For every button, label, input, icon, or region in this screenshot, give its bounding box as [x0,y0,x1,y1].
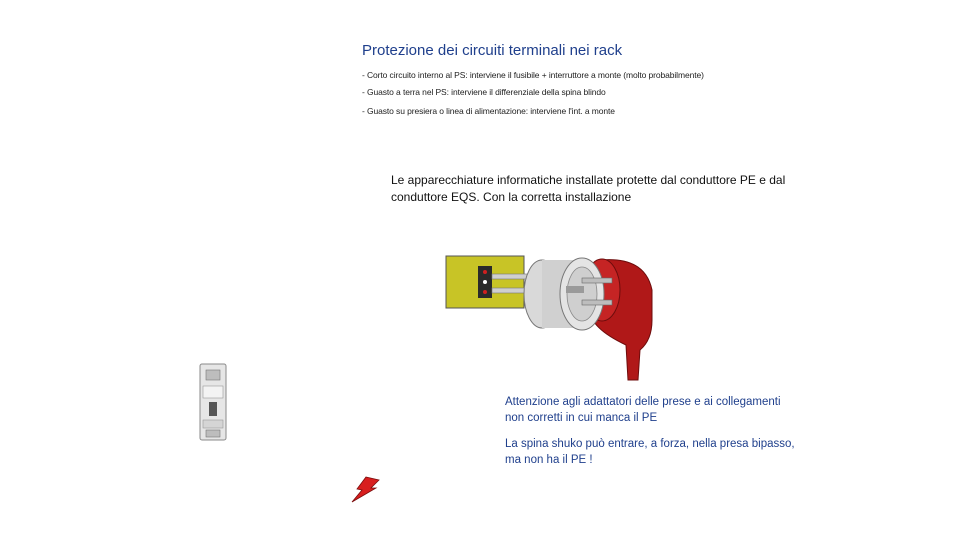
bullet-short-circuit: - Corto circuito interno al PS: interviene il fusibile + interruttore a monte (molto probabilmente) [362,70,704,80]
main-paragraph: Le apparecchiature informatiche installate protette dal conduttore PE e dal conduttore EQS. Con la corretta installazione [391,173,786,204]
bullet-line-fault: - Guasto su presiera o linea di alimentazione: interviene l'int. a monte [362,106,615,116]
bullet-ground-fault: - Guasto a terra nel PS: interviene il differenziale della spina blindo [362,87,606,97]
circuit-breaker-illustration [197,364,229,442]
plug-adapter-illustration [440,250,660,385]
note-shuko: La spina shuko può entrare, a forza, nella presa bipasso, ma non ha il PE ! [505,438,795,466]
note-adapters: Attenzione agli adattatori delle prese e ai collegamenti non corretti in cui manca il PE [505,396,781,424]
lightning-bolt-icon [348,477,380,503]
slide-title: Protezione dei circuiti terminali nei rack [362,42,623,59]
